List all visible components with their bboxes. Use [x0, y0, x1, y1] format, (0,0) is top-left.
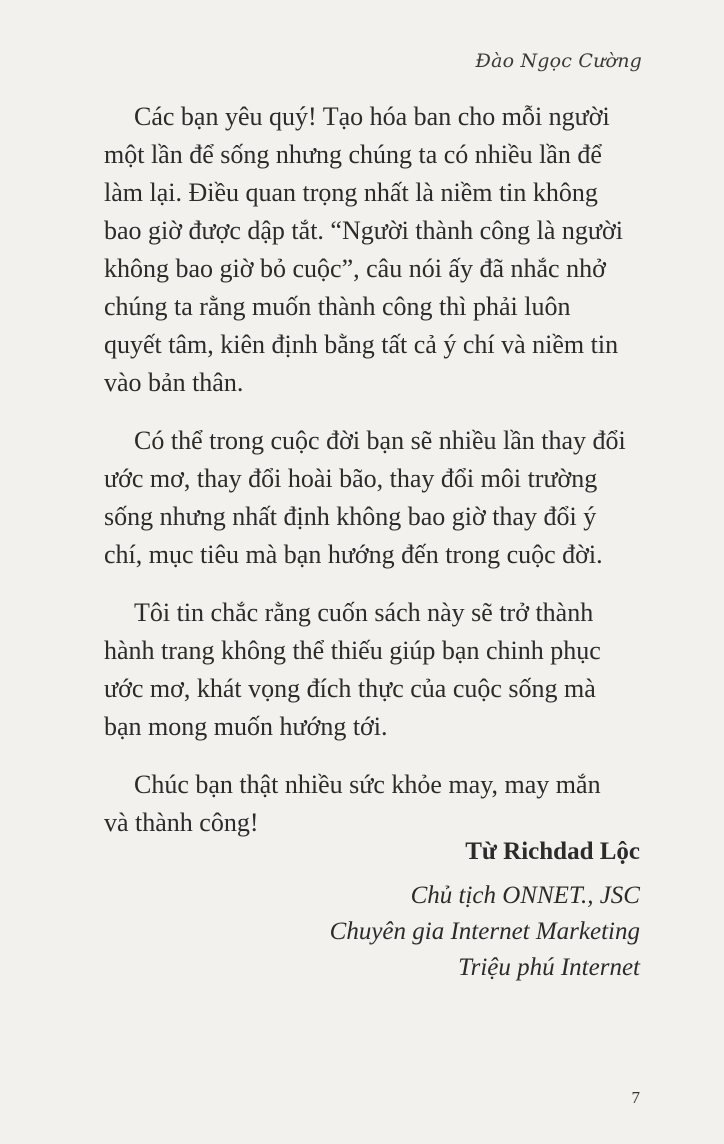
text-line: Có thể trong cuộc đời bạn sẽ nhiều lần thay đổi: [134, 426, 626, 455]
text-line: hành trang không thể thiếu giúp bạn chinh phục: [104, 636, 601, 665]
signature-role: Chuyên gia Internet Marketing: [329, 918, 640, 945]
text-line: bạn mong muốn hướng tới.: [104, 712, 388, 741]
body-text: [104, 98, 644, 862]
text-line: và thành công!: [104, 808, 259, 837]
paragraph-4: [104, 766, 644, 842]
text-line: quyết tâm, kiên định bằng tất cả ý chí và niềm tin: [104, 330, 619, 359]
paragraph-3: [104, 594, 644, 746]
signature-role: Triệu phú Internet: [458, 954, 640, 981]
paragraph-2: [104, 422, 644, 574]
running-header-author: Đào Ngọc Cường: [475, 50, 642, 72]
text-line: một lần để sống nhưng chúng ta có nhiều lần để: [104, 140, 602, 169]
signature-name: Từ Richdad Lộc: [465, 838, 640, 865]
paragraph-1: [104, 98, 644, 402]
text-line: ước mơ, khát vọng đích thực của cuộc sống mà: [104, 674, 596, 703]
text-line: làm lại. Điều quan trọng nhất là niềm tin không: [104, 178, 598, 207]
signature-role: Chủ tịch ONNET., JSC: [410, 882, 640, 909]
text-line: Chúc bạn thật nhiều sức khỏe may, may mắn: [134, 770, 601, 799]
text-line: bao giờ được dập tắt. “Người thành công là người: [104, 216, 623, 245]
text-line: Tôi tin chắc rằng cuốn sách này sẽ trở thành: [134, 598, 594, 627]
text-line: sống nhưng nhất định không bao giờ thay đổi ý: [104, 502, 597, 531]
signature-block: [330, 834, 640, 986]
text-line: vào bản thân.: [104, 368, 244, 397]
text-line: chúng ta rằng muốn thành công thì phải luôn: [104, 292, 571, 321]
text-line: Các bạn yêu quý! Tạo hóa ban cho mỗi người: [134, 102, 610, 131]
text-line: không bao giờ bỏ cuộc”, câu nói ấy đã nhắc nhở: [104, 254, 606, 283]
page-number: 7: [631, 1088, 640, 1107]
text-line: ước mơ, thay đổi hoài bão, thay đổi môi trường: [104, 464, 598, 493]
text-line: chí, mục tiêu mà bạn hướng đến trong cuộc đời.: [104, 540, 603, 569]
